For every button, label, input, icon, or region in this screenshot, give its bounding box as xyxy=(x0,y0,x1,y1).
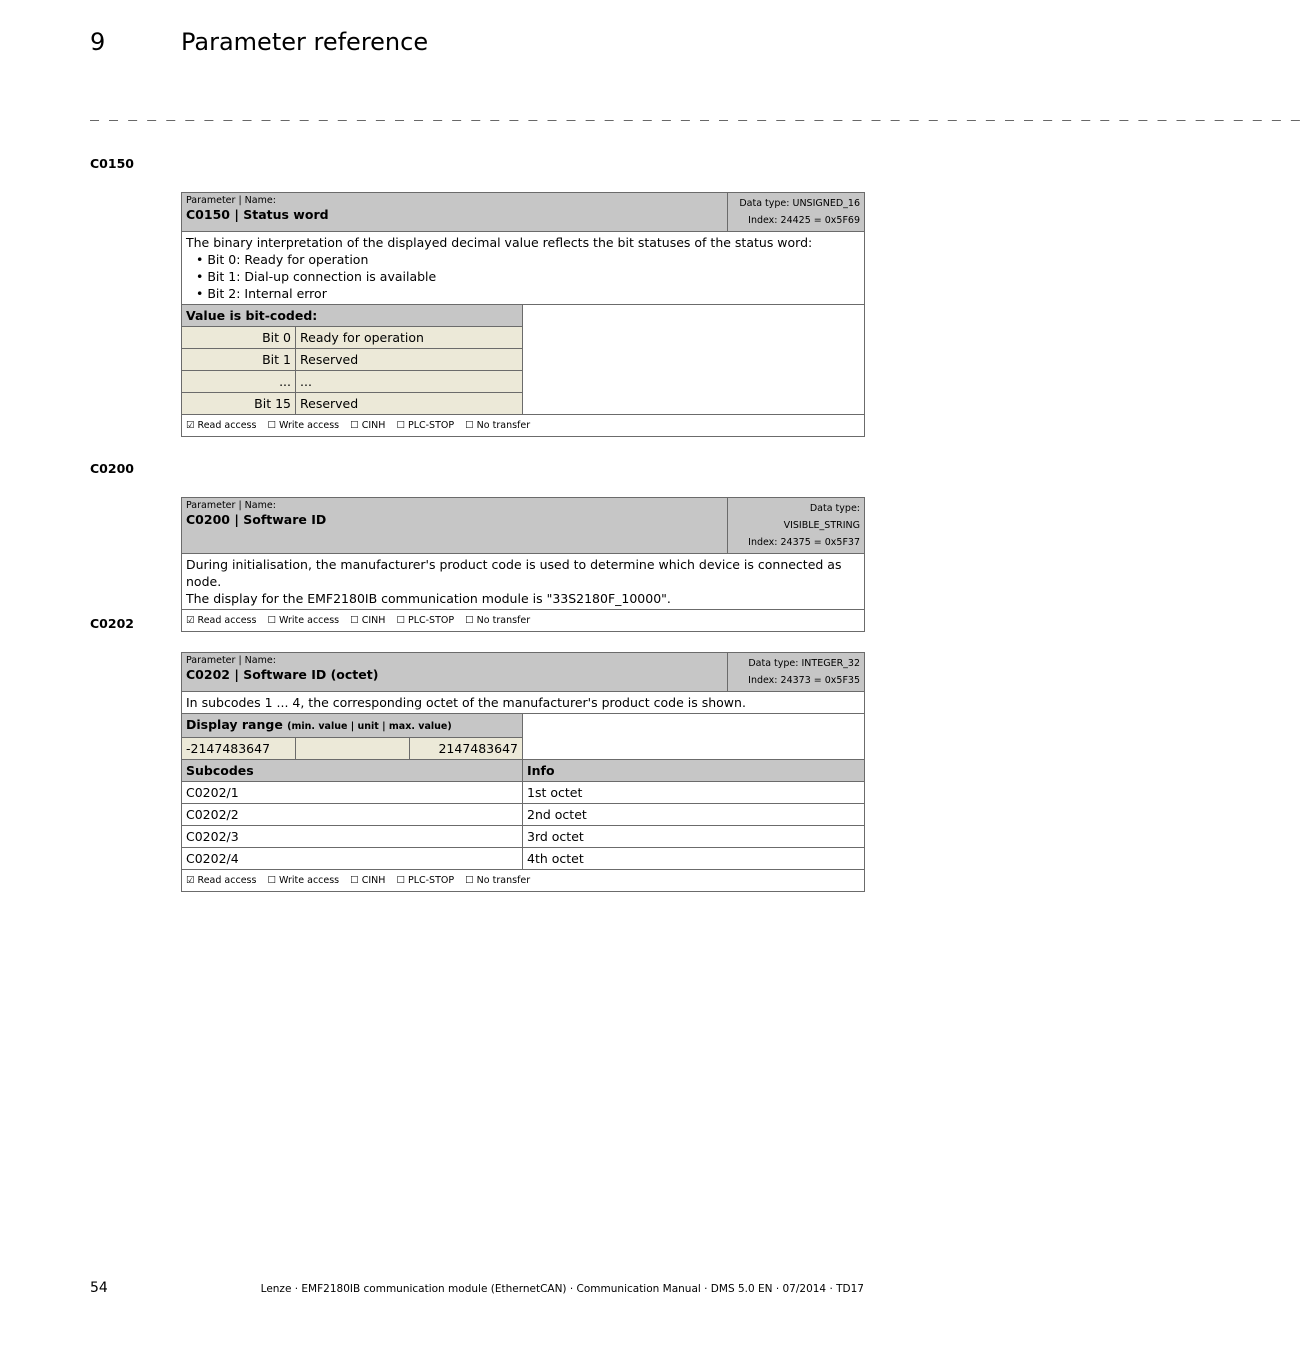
bit-meaning: ... xyxy=(296,371,523,393)
cinh-flag: ☐ CINH xyxy=(350,615,386,626)
display-range-label xyxy=(182,714,523,738)
info-header: Info xyxy=(523,760,865,782)
range-unit xyxy=(296,738,410,760)
subcode-info: 4th octet xyxy=(523,848,865,870)
subcode: C0202/1 xyxy=(182,782,523,804)
section-label-c0202: C0202 xyxy=(90,616,134,631)
param-name: C0202 | Software ID (octet) xyxy=(186,667,379,682)
page-footer: Lenze · EMF2180IB communication module (EthernetCAN) · Communication Manual · DMS 5.0 EN · 07/2014 · TD17 xyxy=(260,1283,864,1295)
bit-meaning: Reserved xyxy=(296,393,523,415)
subcodes-header: Subcodes xyxy=(182,760,523,782)
bit-number: Bit 15 xyxy=(182,393,296,415)
subcode: C0202/4 xyxy=(182,848,523,870)
param-table-c0202 xyxy=(181,652,865,892)
bit-meaning: Ready for operation xyxy=(296,327,523,349)
bullet-item: • Bit 2: Internal error xyxy=(196,285,860,302)
cinh-flag: ☐ CINH xyxy=(350,420,386,431)
plc-stop-flag: ☐ PLC-STOP xyxy=(396,875,455,886)
range-min: -2147483647 xyxy=(182,738,296,760)
page-number: 54 xyxy=(90,1280,108,1296)
read-access-flag: ☑ Read access xyxy=(186,615,257,626)
bullet-item: • Bit 1: Dial-up connection is available xyxy=(196,268,860,285)
subcode: C0202/3 xyxy=(182,826,523,848)
bit-number: ... xyxy=(182,371,296,393)
separator-line: _ _ _ _ _ _ _ _ _ _ _ _ _ _ _ _ _ _ _ _ _ _ _ _ _ _ _ _ _ _ _ _ _ _ _ _ _ _ _ _ _ _ _ _ _ _ _ _ _ _ _ _ _ _ _ _ _ _ _ _ _ _ _ _ xyxy=(90,103,1300,121)
param-datatype xyxy=(728,653,865,692)
chapter-title: Parameter reference xyxy=(181,28,429,56)
param-header xyxy=(182,193,728,232)
range-hint: (min. value | unit | max. value) xyxy=(287,721,452,732)
range-label: Display range xyxy=(186,717,283,732)
chapter-number: 9 xyxy=(90,28,106,56)
read-access-flag: ☑ Read access xyxy=(186,420,257,431)
subcode-info: 3rd octet xyxy=(523,826,865,848)
param-description xyxy=(182,232,865,305)
param-header xyxy=(182,498,728,554)
bullet-item: • Bit 0: Ready for operation xyxy=(196,251,860,268)
bit-number: Bit 1 xyxy=(182,349,296,371)
plc-stop-flag: ☐ PLC-STOP xyxy=(396,615,455,626)
access-flags xyxy=(182,415,865,437)
access-flags xyxy=(182,610,865,632)
access-flags xyxy=(182,870,865,892)
table-row xyxy=(182,826,865,848)
table-row xyxy=(182,782,865,804)
param-header-small: Parameter | Name: xyxy=(186,195,276,206)
blank-cell xyxy=(523,714,865,760)
bit-meaning: Reserved xyxy=(296,349,523,371)
write-access-flag: ☐ Write access xyxy=(267,875,340,886)
param-header xyxy=(182,653,728,692)
bitcoded-label: Value is bit-coded: xyxy=(182,305,523,327)
read-access-flag: ☑ Read access xyxy=(186,875,257,886)
data-index: Index: 24375 = 0x5F37 xyxy=(748,537,860,548)
description-text: During initialisation, the manufacturer's product code is used to determine which device is connected as node. xyxy=(186,557,842,589)
param-name: C0200 | Software ID xyxy=(186,512,327,527)
no-transfer-flag: ☐ No transfer xyxy=(465,615,531,626)
bullet-list xyxy=(186,251,860,302)
data-type: Data type: VISIBLE_STRING xyxy=(783,503,860,531)
param-header-small: Parameter | Name: xyxy=(186,655,276,666)
data-index: Index: 24425 = 0x5F69 xyxy=(748,215,861,226)
table-row xyxy=(182,804,865,826)
section-label-c0150: C0150 xyxy=(90,156,134,171)
subcode-info: 2nd octet xyxy=(523,804,865,826)
param-name: C0150 | Status word xyxy=(186,207,329,222)
range-max: 2147483647 xyxy=(410,738,523,760)
no-transfer-flag: ☐ No transfer xyxy=(465,875,531,886)
description-text: The display for the EMF2180IB communication module is "33S2180F_10000". xyxy=(186,591,671,606)
description-text: The binary interpretation of the displayed decimal value reflects the bit statuses of the status word: xyxy=(186,235,813,250)
table-row xyxy=(182,848,865,870)
param-description xyxy=(182,554,865,610)
plc-stop-flag: ☐ PLC-STOP xyxy=(396,420,455,431)
cinh-flag: ☐ CINH xyxy=(350,875,386,886)
no-transfer-flag: ☐ No transfer xyxy=(465,420,531,431)
bit-number: Bit 0 xyxy=(182,327,296,349)
blank-cell xyxy=(523,305,865,415)
param-table-c0150 xyxy=(181,192,865,437)
data-type: Data type: INTEGER_32 xyxy=(748,658,861,669)
data-type: Data type: UNSIGNED_16 xyxy=(739,198,861,209)
subcode: C0202/2 xyxy=(182,804,523,826)
param-datatype xyxy=(728,498,865,554)
param-header-small: Parameter | Name: xyxy=(186,500,276,511)
param-table-c0200 xyxy=(181,497,865,632)
write-access-flag: ☐ Write access xyxy=(267,420,340,431)
section-label-c0200: C0200 xyxy=(90,461,134,476)
write-access-flag: ☐ Write access xyxy=(267,615,340,626)
data-index: Index: 24373 = 0x5F35 xyxy=(748,675,861,686)
param-datatype xyxy=(728,193,865,232)
subcode-info: 1st octet xyxy=(523,782,865,804)
param-description: In subcodes 1 ... 4, the corresponding octet of the manufacturer's product code is shown. xyxy=(182,692,865,714)
